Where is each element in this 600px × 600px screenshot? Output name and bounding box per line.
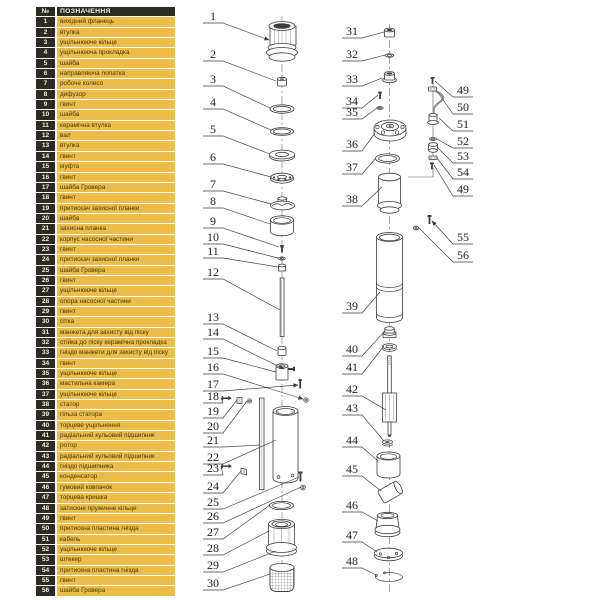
callout-number-40: 40 xyxy=(346,342,358,356)
row-number: 8 xyxy=(36,90,55,99)
callout-number-55: 55 xyxy=(457,230,469,244)
table-row xyxy=(36,555,175,564)
row-label: гільза статора xyxy=(57,410,175,419)
row-number: 46 xyxy=(36,483,55,492)
row-label: притискна пластина гнізда xyxy=(57,524,175,533)
row-label: гвинт xyxy=(57,100,175,109)
table-row xyxy=(36,338,175,347)
row-label: гвинт xyxy=(57,276,175,285)
callout-number-13: 13 xyxy=(207,310,219,324)
callout-number-20: 20 xyxy=(207,419,219,433)
part-graphic-screw-34 xyxy=(378,92,381,100)
table-row xyxy=(36,410,175,419)
callout-number-53: 53 xyxy=(457,149,469,163)
callout-number-42: 42 xyxy=(346,382,358,396)
part-graphic-end-cover-47 xyxy=(375,548,403,561)
row-label: корпус насосної частини xyxy=(57,235,175,244)
row-label: гвинт xyxy=(57,152,175,161)
parts-table xyxy=(36,7,175,597)
row-label: шайба Гровера xyxy=(57,266,175,275)
callout-number-19: 19 xyxy=(207,404,219,418)
part-graphic-screw-55 xyxy=(428,215,432,224)
callout-number-48: 48 xyxy=(346,554,358,568)
row-label: ущільнююче кільце xyxy=(57,545,175,554)
row-number: 39 xyxy=(36,410,55,419)
row-label: ущільнююче кільце xyxy=(57,369,175,378)
table-row xyxy=(36,38,175,47)
part-graphic-shaft-12 xyxy=(280,278,284,337)
row-label: торцеве ущільнення xyxy=(57,421,175,430)
table-row xyxy=(36,545,175,554)
row-label: гніздо манжети для захисту від піску xyxy=(57,348,175,357)
part-graphic-oring-37 xyxy=(376,154,400,163)
callout-number-8: 8 xyxy=(210,194,216,208)
part-graphic-protective-strip-21 xyxy=(260,398,265,490)
row-label: дифузор xyxy=(57,90,175,99)
part-graphic-oring-52 xyxy=(430,138,437,141)
row-label: шайба xyxy=(57,214,175,223)
part-graphic-gasket-4 xyxy=(271,128,294,136)
row-label: ущільнююче кільце xyxy=(57,286,175,295)
table-row xyxy=(36,79,175,88)
callout-number-14: 14 xyxy=(207,325,219,339)
part-graphic-bushing-13 xyxy=(278,346,286,355)
row-label: гвинт xyxy=(57,173,175,182)
row-label: кабель xyxy=(57,535,175,544)
callout-number-27: 27 xyxy=(207,525,219,539)
part-graphic-screw-49b xyxy=(430,163,434,170)
row-number: 30 xyxy=(36,317,55,326)
callout-number-25: 25 xyxy=(207,495,219,509)
callout-number-23: 23 xyxy=(207,461,219,475)
row-label: ротор xyxy=(57,441,175,450)
table-row xyxy=(36,390,175,399)
part-graphic-clamp-19 xyxy=(237,398,242,404)
callout-number-3: 3 xyxy=(210,72,216,86)
row-number: 20 xyxy=(36,214,55,223)
part-graphic-oring-3 xyxy=(270,105,294,113)
table-row xyxy=(36,472,175,481)
table-row xyxy=(36,452,175,461)
table-row xyxy=(36,276,175,285)
table-row xyxy=(36,307,175,316)
row-number: 22 xyxy=(36,235,55,244)
row-number: 27 xyxy=(36,286,55,295)
table-row xyxy=(36,535,175,544)
table-row xyxy=(36,514,175,523)
row-number: 31 xyxy=(36,328,55,337)
part-graphic-screw-49a xyxy=(431,77,435,84)
table-row xyxy=(36,369,175,378)
part-graphic-bushing-2 xyxy=(278,77,287,86)
leader-line-1 xyxy=(203,23,269,40)
leader-line-12 xyxy=(203,279,280,310)
part-graphic-washer-20 xyxy=(247,399,251,403)
table-row xyxy=(36,317,175,326)
callout-number-50: 50 xyxy=(457,100,469,114)
leader-line-6 xyxy=(203,164,271,177)
row-number: 12 xyxy=(36,131,55,140)
row-number: 47 xyxy=(36,493,55,502)
row-number: 28 xyxy=(36,297,55,306)
part-graphic-pump-support-28 xyxy=(267,519,297,556)
callout-number-49: 49 xyxy=(457,182,469,196)
callout-number-1: 1 xyxy=(210,9,216,23)
row-label: притискач захисної планки xyxy=(57,204,175,213)
part-graphic-oring-35 xyxy=(377,107,383,110)
callout-number-5: 5 xyxy=(210,122,216,136)
row-label: керамічна втулка xyxy=(57,121,175,130)
part-graphic-screw-9 xyxy=(280,245,284,252)
row-number: 19 xyxy=(36,204,55,213)
row-number: 21 xyxy=(36,224,55,233)
callout-number-26: 26 xyxy=(207,509,219,523)
table-row xyxy=(36,110,175,119)
table-row xyxy=(36,255,175,264)
row-label: стійка до піску керамічна прокладка xyxy=(57,338,175,347)
callout-number-6: 6 xyxy=(210,150,216,164)
row-label: радіальний кульовий підшипник xyxy=(57,452,175,461)
row-label: штекер xyxy=(57,555,175,564)
table-row xyxy=(36,328,175,337)
row-number: 10 xyxy=(36,110,55,119)
leader-line-47 xyxy=(342,542,377,552)
callout-number-54: 54 xyxy=(457,165,469,179)
part-graphic-clamp-24 xyxy=(241,468,247,475)
callout-number-47: 47 xyxy=(346,528,358,542)
part-graphic-screw-23 xyxy=(221,464,232,469)
table-row xyxy=(36,441,175,450)
callout-number-30: 30 xyxy=(207,576,219,590)
leader-line-45 xyxy=(342,476,381,491)
row-label: втулка xyxy=(57,28,175,37)
table-row xyxy=(36,193,175,202)
row-number: 45 xyxy=(36,472,55,481)
table-row xyxy=(36,266,175,275)
row-label: сітка xyxy=(57,317,175,326)
table-row xyxy=(36,566,175,575)
row-number: 56 xyxy=(36,586,55,595)
table-row xyxy=(36,162,175,171)
table-row xyxy=(36,131,175,140)
callout-number-21: 21 xyxy=(207,433,219,447)
table-row xyxy=(36,431,175,440)
table-row xyxy=(36,359,175,368)
row-number: 24 xyxy=(36,255,55,264)
table-row xyxy=(36,576,175,585)
part-graphic-screw-25 xyxy=(299,472,303,482)
row-number: 25 xyxy=(36,266,55,275)
row-number: 51 xyxy=(36,535,55,544)
callout-number-45: 45 xyxy=(346,462,358,476)
row-label: вихідний фланець xyxy=(57,17,175,26)
row-number: 32 xyxy=(36,338,55,347)
callout-number-37: 37 xyxy=(346,160,358,174)
row-number: 2 xyxy=(36,28,55,37)
row-number: 13 xyxy=(36,141,55,150)
callout-number-24: 24 xyxy=(207,479,219,493)
row-label: ущільнююче кільце xyxy=(57,390,175,399)
table-header xyxy=(36,7,175,16)
row-label: гвинт xyxy=(57,193,175,202)
callout-number-34: 34 xyxy=(346,94,358,108)
callout-number-31: 31 xyxy=(346,24,358,38)
row-number: 36 xyxy=(36,379,55,388)
row-number: 17 xyxy=(36,183,55,192)
part-graphic-capacitor-45 xyxy=(377,480,404,504)
part-graphic-plug-53 xyxy=(429,143,438,153)
table-row xyxy=(36,483,175,492)
table-row xyxy=(36,48,175,57)
row-label: статор xyxy=(57,400,175,409)
row-number: 35 xyxy=(36,369,55,378)
row-label: радіальний кульовий підшипник xyxy=(57,431,175,440)
part-graphic-mech-seal-40 xyxy=(383,327,396,338)
table-row xyxy=(36,28,175,37)
part-graphic-rubber-cap-46 xyxy=(375,512,400,536)
row-label: гвинт xyxy=(57,359,175,368)
table-row xyxy=(36,348,175,357)
row-number: 6 xyxy=(36,69,55,78)
part-graphic-oring-27 xyxy=(270,501,294,509)
row-number: 26 xyxy=(36,276,55,285)
table-row xyxy=(36,141,175,150)
row-label: робоче колесо xyxy=(57,79,175,88)
callout-number-2: 2 xyxy=(210,47,216,61)
row-label: ущільнююче кільце xyxy=(57,38,175,47)
table-row xyxy=(36,586,175,595)
table-row xyxy=(36,379,175,388)
row-label: муфта xyxy=(57,162,175,171)
row-label: опора насосної частини xyxy=(57,297,175,306)
table-row xyxy=(36,286,175,295)
table-row xyxy=(36,400,175,409)
row-label: гвинт xyxy=(57,307,175,316)
row-label: шайба Гровера xyxy=(57,183,175,192)
part-graphic-ceramic-bushing-11 xyxy=(279,264,286,271)
callout-number-51: 51 xyxy=(457,117,469,131)
row-label: затискне пружинне кільце xyxy=(57,504,175,513)
part-graphic-cable-51 xyxy=(434,91,444,113)
callout-number-32: 32 xyxy=(346,47,358,61)
row-number: 5 xyxy=(36,59,55,68)
row-label: притискна пластина гнізда xyxy=(57,566,175,575)
leader-line-48 xyxy=(342,568,376,575)
callout-number-10: 10 xyxy=(207,230,219,244)
header-designation-cell: ПОЗНАЧЕННЯ xyxy=(57,7,175,16)
row-number: 55 xyxy=(36,576,55,585)
row-number: 9 xyxy=(36,100,55,109)
callout-number-12: 12 xyxy=(207,265,219,279)
callout-number-9: 9 xyxy=(210,214,216,228)
part-graphic-pump-body-22 xyxy=(273,407,298,484)
table-row xyxy=(36,235,175,244)
row-label: вал xyxy=(57,131,175,140)
part-graphic-guide-vane-6 xyxy=(271,173,294,183)
row-number: 14 xyxy=(36,152,55,161)
table-row xyxy=(36,204,175,213)
callout-number-39: 39 xyxy=(346,299,358,313)
part-graphic-bearing-seat-44 xyxy=(377,452,400,478)
table-row xyxy=(36,152,175,161)
row-number: 50 xyxy=(36,524,55,533)
table-row xyxy=(36,183,175,192)
callout-number-43: 43 xyxy=(346,401,358,415)
row-number: 49 xyxy=(36,514,55,523)
row-number: 34 xyxy=(36,359,55,368)
row-number: 29 xyxy=(36,307,55,316)
part-graphic-washer-16 xyxy=(304,398,309,403)
row-number: 54 xyxy=(36,566,55,575)
row-number: 1 xyxy=(36,17,55,26)
callout-number-33: 33 xyxy=(346,72,358,86)
row-label: захисна планка xyxy=(57,224,175,233)
callout-number-4: 4 xyxy=(210,95,216,109)
row-label: втулка xyxy=(57,141,175,150)
row-number: 48 xyxy=(36,504,55,513)
row-label: ущільнююча прокладка xyxy=(57,48,175,57)
callout-number-11: 11 xyxy=(207,244,219,258)
row-label: шайба Гровера xyxy=(57,586,175,595)
callouts-layer xyxy=(203,9,473,590)
part-graphic-stator-38 xyxy=(378,173,402,213)
row-number: 37 xyxy=(36,390,55,399)
row-label: гніздо підшипника xyxy=(57,462,175,471)
table-row xyxy=(36,121,175,130)
part-graphic-screen-30 xyxy=(270,564,294,592)
table-row xyxy=(36,504,175,513)
part-graphic-snap-ring-48 xyxy=(375,572,402,582)
row-label: притискач захисної планки xyxy=(57,255,175,264)
callout-number-28: 28 xyxy=(207,541,219,555)
row-label: гвинт xyxy=(57,245,175,254)
row-number: 18 xyxy=(36,193,55,202)
row-number: 4 xyxy=(36,48,55,57)
row-number: 41 xyxy=(36,431,55,440)
part-graphic-cuff-31 xyxy=(385,28,395,37)
part-graphic-washer-56 xyxy=(413,226,419,230)
table-row xyxy=(36,100,175,109)
row-number: 44 xyxy=(36,462,55,471)
row-number: 38 xyxy=(36,400,55,409)
row-number: 43 xyxy=(36,452,55,461)
table-row xyxy=(36,17,175,26)
header-number-cell: № xyxy=(36,7,55,16)
part-graphic-coupling-15 xyxy=(276,364,288,380)
part-graphic-screw-17 xyxy=(299,379,302,389)
row-number: 23 xyxy=(36,245,55,254)
row-number: 33 xyxy=(36,348,55,357)
callout-number-22: 22 xyxy=(207,450,219,464)
callout-number-41: 41 xyxy=(346,360,358,374)
callout-number-15: 15 xyxy=(207,344,219,358)
callout-number-49: 49 xyxy=(457,83,469,97)
row-label: гвинт xyxy=(57,514,175,523)
callout-number-44: 44 xyxy=(346,433,358,447)
callout-number-46: 46 xyxy=(346,498,358,512)
part-graphic-washer-10 xyxy=(278,257,285,260)
row-label: манжета для захисту від піску xyxy=(57,328,175,337)
table-row xyxy=(36,297,175,306)
callout-number-38: 38 xyxy=(346,192,358,206)
exploded-diagram xyxy=(185,0,600,600)
table-row xyxy=(36,524,175,533)
part-graphic-rotor-42 xyxy=(383,356,397,437)
row-label: шайба xyxy=(57,110,175,119)
row-number: 15 xyxy=(36,162,55,171)
part-graphic-screw-18 xyxy=(222,396,232,401)
part-graphic-stator-sleeve-39 xyxy=(377,233,403,323)
part-graphic-gland-51 xyxy=(428,113,439,124)
table-row xyxy=(36,421,175,430)
part-graphic-impeller-7 xyxy=(271,197,295,210)
table-row xyxy=(36,90,175,99)
row-number: 3 xyxy=(36,38,55,47)
row-number: 42 xyxy=(36,441,55,450)
row-number: 7 xyxy=(36,79,55,88)
row-label: гумовий ковпачок xyxy=(57,483,175,492)
row-number: 16 xyxy=(36,173,55,182)
row-number: 40 xyxy=(36,421,55,430)
callout-number-36: 36 xyxy=(346,137,358,151)
leader-line-46 xyxy=(342,512,378,521)
part-graphic-washer-26 xyxy=(301,485,306,490)
row-number: 52 xyxy=(36,545,55,554)
leader-line-44 xyxy=(342,447,378,461)
table-row xyxy=(36,214,175,223)
part-graphic-ring-32 xyxy=(385,54,393,57)
callout-number-29: 29 xyxy=(207,558,219,572)
part-graphic-diffuser-8 xyxy=(271,216,294,236)
table-row xyxy=(36,69,175,78)
row-label: мастильна камера xyxy=(57,379,175,388)
table-row xyxy=(36,245,175,254)
row-label: торцева кришка xyxy=(57,493,175,502)
row-label: гвинт xyxy=(57,576,175,585)
row-number: 53 xyxy=(36,555,55,564)
table-row xyxy=(36,462,175,471)
callout-number-17: 17 xyxy=(207,377,219,391)
part-graphic-plate-54 xyxy=(429,156,437,160)
table-row xyxy=(36,173,175,182)
part-graphic-output-flange xyxy=(267,22,298,62)
parts-table-body xyxy=(36,17,175,595)
table-row xyxy=(36,59,175,68)
callout-number-52: 52 xyxy=(457,134,469,148)
callout-number-7: 7 xyxy=(210,177,216,191)
row-label: направляюча лопатка xyxy=(57,69,175,78)
row-number: 11 xyxy=(36,121,55,130)
callout-number-16: 16 xyxy=(207,360,219,374)
part-graphic-oil-chamber-36 xyxy=(374,120,406,141)
callout-number-56: 56 xyxy=(457,248,469,262)
row-label: шайба xyxy=(57,59,175,68)
table-row xyxy=(36,224,175,233)
callout-number-35: 35 xyxy=(346,105,358,119)
table-row xyxy=(36,493,175,502)
part-graphic-seat-33 xyxy=(383,72,397,83)
part-graphic-washer-5 xyxy=(270,150,295,161)
row-label: конденсатор xyxy=(57,472,175,481)
callout-number-18: 18 xyxy=(207,389,219,403)
